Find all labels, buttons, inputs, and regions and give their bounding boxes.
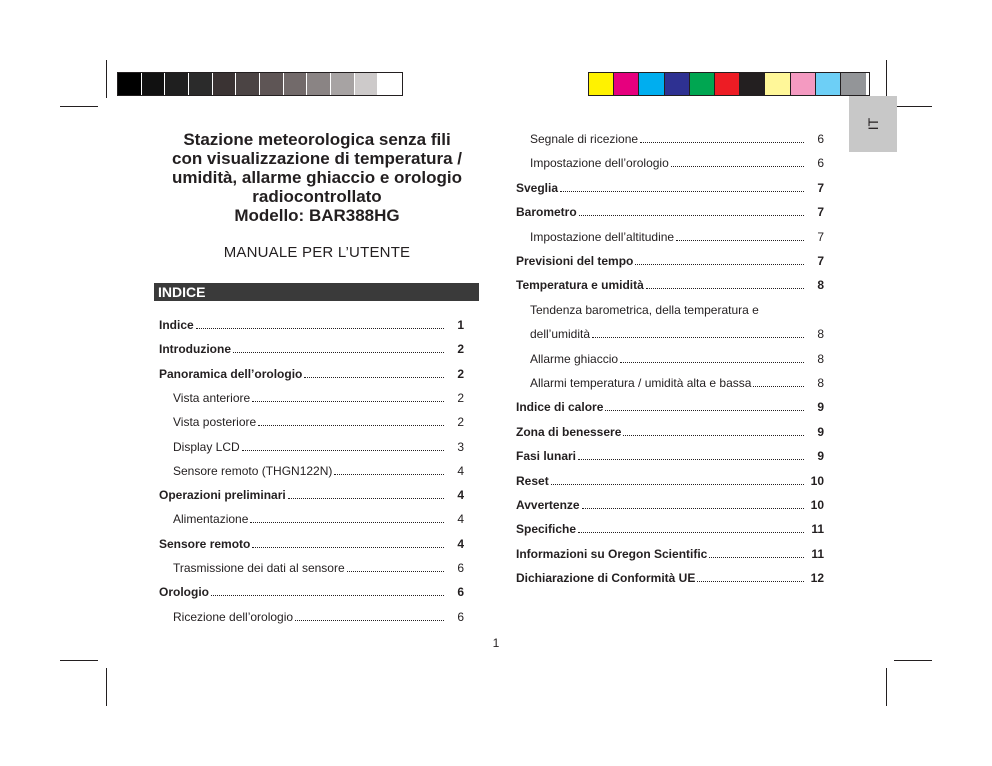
color-swatch [260, 73, 284, 95]
toc-leader-dots [579, 214, 804, 216]
toc-entry-label: Panoramica dell’orologio [159, 366, 303, 381]
toc-page-number: 4 [457, 463, 464, 478]
toc-page-number: 2 [457, 366, 464, 381]
section-heading-indice: INDICE [154, 283, 479, 301]
color-swatch [142, 73, 166, 95]
toc-subentry[interactable] [173, 561, 464, 575]
color-swatch [284, 73, 308, 95]
toc-leader-dots [242, 449, 444, 451]
toc-subentry[interactable] [530, 376, 824, 390]
toc-page-number: 6 [817, 132, 824, 146]
toc-leader-dots [233, 351, 444, 353]
toc-page-number: 6 [457, 609, 464, 624]
document-title [152, 130, 482, 225]
color-swatch [791, 73, 816, 95]
toc-entry-label: Dichiarazione di Conformità UE [516, 571, 696, 586]
toc-subentry[interactable] [530, 132, 824, 146]
toc-entry[interactable] [159, 585, 464, 599]
toc-leader-dots [304, 376, 444, 378]
toc-leader-dots [211, 594, 444, 596]
toc-entry[interactable] [159, 488, 464, 502]
toc-subentry[interactable] [530, 352, 824, 366]
toc-page-number: 7 [817, 205, 824, 220]
toc-subentry[interactable] [530, 303, 824, 317]
toc-subentry[interactable] [530, 327, 824, 341]
toc-page-number: 11 [811, 546, 824, 561]
toc-leader-dots [252, 400, 444, 402]
toc-entry[interactable] [516, 278, 824, 292]
toc-entry-label: Barometro [516, 205, 577, 220]
toc-entry[interactable] [516, 498, 824, 512]
toc-entry-label: Informazioni su Oregon Scientific [516, 546, 708, 561]
toc-entry[interactable] [516, 400, 824, 414]
toc-page-number: 8 [817, 327, 824, 342]
color-swatch [589, 73, 614, 95]
color-swatch [740, 73, 765, 95]
toc-entry-label: Vista posteriore [173, 415, 257, 430]
toc-entry-label: Segnale di ricezione [530, 132, 639, 146]
toc-page-number: 6 [457, 585, 464, 600]
toc-leader-dots [605, 409, 804, 411]
color-swatch [639, 73, 664, 95]
toc-page-number: 6 [817, 156, 824, 171]
toc-leader-dots [196, 327, 444, 329]
toc-leader-dots [347, 570, 444, 572]
title-line: con visualizzazione di temperatura / [171, 149, 463, 168]
language-tab-label: IT [864, 117, 881, 131]
title-line: umidità, allarme ghiaccio e orologio [171, 168, 462, 187]
toc-subentry[interactable] [530, 156, 824, 170]
toc-entry-label: Zona di benessere [516, 424, 622, 439]
toc-page-number: 4 [457, 536, 464, 551]
toc-entry-label: Indice di calore [516, 400, 604, 415]
toc-subentry[interactable] [530, 230, 824, 244]
toc-entry-label: Tendenza barometrica, della temperatura e [530, 302, 759, 317]
toc-leader-dots [551, 483, 804, 485]
toc-page-number: 10 [810, 498, 824, 512]
toc-leader-dots [592, 336, 804, 338]
toc-subentry[interactable] [173, 512, 464, 526]
toc-page-number: 2 [457, 342, 464, 357]
toc-leader-dots [258, 424, 444, 426]
toc-subentry[interactable] [173, 415, 464, 429]
toc-page-number: 8 [817, 376, 824, 390]
toc-subentry[interactable] [173, 610, 464, 624]
color-swatch [331, 73, 355, 95]
toc-entry[interactable] [516, 425, 824, 439]
toc-entry[interactable] [159, 342, 464, 356]
toc-page-number: 1 [457, 318, 464, 332]
color-swatch [715, 73, 740, 95]
toc-subentry[interactable] [173, 391, 464, 405]
toc-leader-dots [252, 546, 444, 548]
toc-page-number: 10 [810, 473, 824, 488]
color-swatch [189, 73, 213, 95]
toc-leader-dots [635, 263, 804, 265]
toc-entry-label: Temperatura e umidità [516, 278, 644, 293]
toc-entry-label: Operazioni preliminari [159, 488, 286, 503]
toc-page-number: 12 [810, 571, 824, 586]
toc-leader-dots [623, 434, 804, 436]
toc-leader-dots [676, 239, 804, 241]
toc-entry-label: Fasi lunari [516, 449, 577, 464]
toc-page-number: 2 [457, 415, 464, 430]
toc-page-number: 3 [457, 439, 464, 454]
toc-subentry[interactable] [173, 440, 464, 454]
title-line: Modello: BAR388HG [234, 206, 400, 225]
color-swatch [236, 73, 260, 95]
toc-entry-label: Vista anteriore [173, 390, 251, 405]
toc-entry[interactable] [159, 537, 464, 551]
color-swatch [690, 73, 715, 95]
toc-entry-label: Allarme ghiaccio [530, 351, 619, 366]
toc-entry[interactable] [516, 571, 824, 585]
toc-page-number: 7 [817, 180, 824, 195]
toc-page-number: 9 [817, 424, 824, 439]
toc-page-number: 6 [457, 561, 464, 575]
toc-leader-dots [250, 521, 444, 523]
color-swatch [816, 73, 841, 95]
toc-subentry[interactable] [173, 464, 464, 478]
toc-leader-dots [578, 458, 804, 460]
toc-page-number: 4 [457, 488, 464, 503]
toc-entry-label: Indice [159, 318, 194, 332]
color-swatch [614, 73, 639, 95]
toc-leader-dots [582, 507, 804, 509]
color-swatch [118, 73, 142, 95]
toc-page-number: 2 [457, 390, 464, 405]
toc-entry[interactable] [516, 449, 824, 463]
toc-page-number: 11 [811, 522, 824, 537]
toc-page-number: 9 [817, 449, 824, 464]
toc-entry-label: Display LCD [173, 439, 240, 454]
toc-entry-label: Impostazione dell’altitudine [530, 229, 675, 244]
toc-entry-label: dell’umidità [530, 327, 591, 342]
toc-entry-label: Sveglia [516, 180, 559, 195]
title-line: radiocontrollato [252, 187, 382, 206]
grayscale-registration-bar [117, 72, 403, 96]
toc-entry[interactable] [516, 254, 824, 268]
toc-entry-label: Avvertenze [516, 498, 580, 512]
toc-leader-dots [697, 580, 804, 582]
toc-entry[interactable] [516, 547, 824, 561]
toc-entry[interactable] [159, 367, 464, 381]
toc-leader-dots [640, 141, 804, 143]
color-swatch [165, 73, 189, 95]
document-subtitle: MANUALE PER L’UTENTE [223, 244, 411, 261]
toc-page-number: 8 [817, 278, 824, 293]
toc-entry[interactable] [516, 474, 824, 488]
toc-entry[interactable] [516, 181, 824, 195]
color-swatch [665, 73, 690, 95]
color-swatch [213, 73, 237, 95]
toc-page-number: 4 [457, 512, 464, 527]
color-swatch [765, 73, 790, 95]
toc-page-number: 9 [817, 400, 824, 415]
toc-entry[interactable] [516, 522, 824, 536]
toc-entry[interactable] [159, 318, 464, 332]
toc-entry-label: Specifiche [516, 522, 577, 537]
title-line: Stazione meteorologica senza fili [183, 130, 451, 149]
toc-entry-label: Sensore remoto (THGN122N) [173, 463, 333, 478]
toc-entry-label: Trasmissione dei dati al sensore [173, 561, 345, 575]
toc-entry-label: Impostazione dell’orologio [530, 156, 669, 171]
color-swatch [378, 73, 402, 95]
toc-leader-dots [288, 497, 444, 499]
toc-page-number: 7 [817, 229, 824, 244]
toc-entry-label: Orologio [159, 585, 209, 600]
toc-entry-label: Introduzione [159, 342, 231, 357]
toc-leader-dots [295, 619, 444, 621]
toc-page-number: 7 [817, 254, 824, 268]
toc-page-number: 8 [817, 351, 824, 366]
toc-entry-label: Sensore remoto [159, 536, 251, 551]
toc-leader-dots [753, 385, 804, 387]
toc-leader-dots [578, 531, 804, 533]
toc-leader-dots [709, 556, 804, 558]
color-registration-bar [588, 72, 870, 96]
toc-leader-dots [560, 190, 804, 192]
toc-entry-label: Previsioni del tempo [516, 254, 634, 268]
color-swatch [307, 73, 331, 95]
toc-entry[interactable] [516, 205, 824, 219]
toc-entry-label: Allarmi temperatura / umidità alta e bassa [530, 376, 752, 390]
color-swatch [355, 73, 379, 95]
toc-leader-dots [620, 361, 804, 363]
language-tab [849, 96, 897, 152]
toc-leader-dots [334, 473, 444, 475]
toc-entry-label: Ricezione dell’orologio [173, 609, 294, 624]
toc-entry-label: Alimentazione [173, 512, 249, 527]
color-swatch [841, 73, 866, 95]
toc-entry-label: Reset [516, 473, 549, 488]
toc-leader-dots [671, 165, 804, 167]
page-number: 1 [492, 636, 500, 650]
toc-leader-dots [646, 287, 804, 289]
